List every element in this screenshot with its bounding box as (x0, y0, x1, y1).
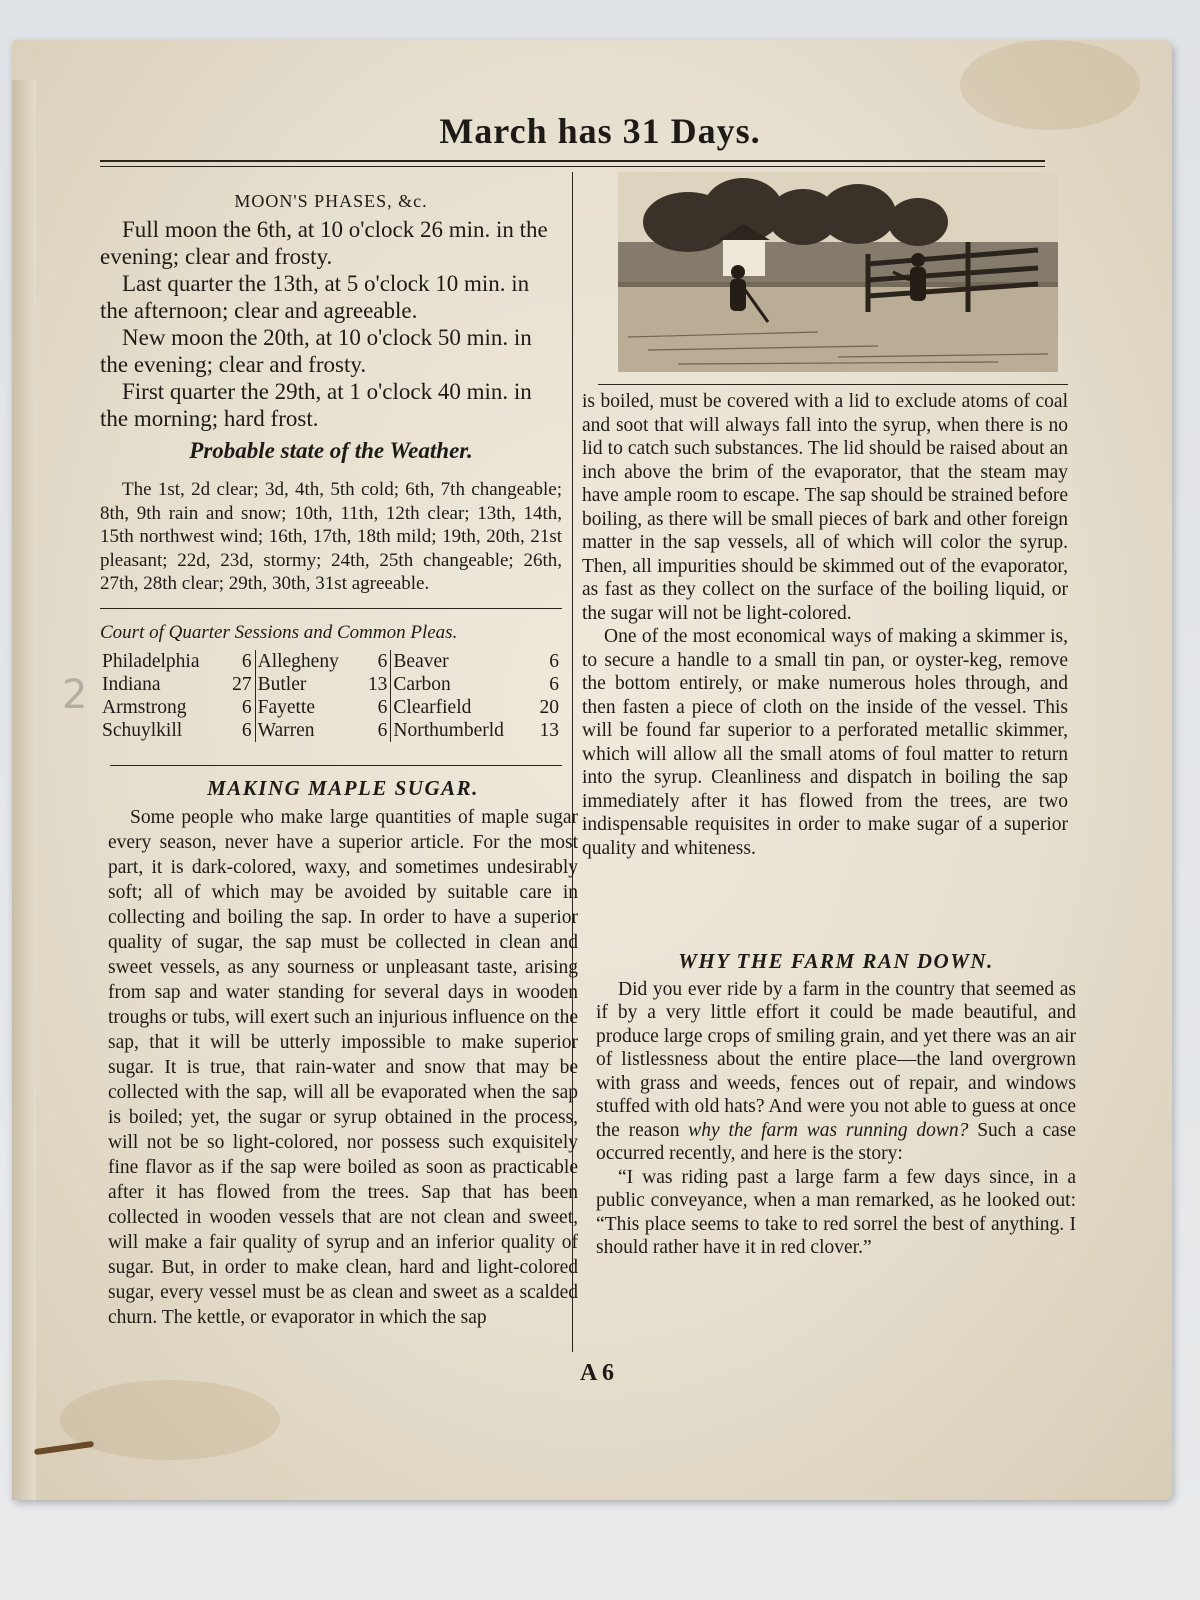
county-name: Fayette (257, 697, 316, 718)
weather-section (100, 478, 562, 596)
county-name: Philadelphia (102, 651, 200, 672)
illustration-rule (598, 384, 1068, 385)
farm-text-italic: why the farm was running down? (688, 1119, 969, 1141)
moon-phase-entry: Last quarter the 13th, at 5 o'clock 10 min. in the afternoon; clear and agreeable. (100, 271, 530, 323)
weather-text: The 1st, 2d clear; 3d, 4th, 5th cold; 6th, 7th changeable; 8th, 9th rain and snow; 10th, 11th, 12th clear; 13th, 14th, 15th northwest wind; 16th, 17th, 18th mild; 19th, 20th, 21st pleasant; 22d, 23d, stormy; 24th, 25th changeable; 26th, 27th, 28th clear; 29th, 30th, 31st agreeable. (100, 479, 562, 594)
moon-phase-entry: Full moon the 6th, at 10 o'clock 26 min. in the evening; clear and frosty. (100, 217, 548, 269)
paper-stain (60, 1380, 280, 1460)
court-day: 20 (539, 697, 559, 718)
maple-sugar-text: is boiled, must be covered with a lid to exclude atoms of coal and soot that will always fall into the syrup, when there is no lid to catch such substances. The lid should be raised about an inch above the brim of the evaporator, that the steam may have ample room to escape. The sap should be strained before boiling, as there will be small pieces of bark and other foreign matter in the sap vessels, all of which will color the syrup. Then, all impurities should be skimmed out of the evaporator, as fast as they collect on the surface of the boiling liquid, or the sugar will not be light-colored. (582, 391, 1068, 624)
moon-phases-heading: MOON'S PHASES, &c. (234, 191, 428, 211)
table-row (100, 650, 562, 673)
page-edge (12, 80, 36, 1500)
moon-phase-entry: First quarter the 29th, at 1 o'clock 40 min. in the morning; hard frost. (100, 379, 532, 431)
court-day: 6 (360, 719, 391, 742)
county-name: Northumberld (393, 720, 504, 741)
signature-mark: A 6 (580, 1360, 615, 1386)
court-section (100, 612, 562, 742)
court-day: 13 (539, 720, 559, 741)
county-name: Clearfield (393, 697, 472, 718)
farm-section (596, 944, 1076, 1260)
maple-sugar-continued (582, 390, 1068, 860)
county-name: Butler (257, 674, 307, 695)
court-day: 6 (549, 674, 559, 695)
county-name: Armstrong (102, 697, 187, 718)
county-name: Warren (257, 720, 315, 741)
county-name: Allegheny (257, 651, 339, 672)
weather-heading: Probable state of the Weather. (189, 438, 473, 463)
court-day: 6 (360, 696, 391, 719)
court-day: 6 (549, 651, 559, 672)
court-day: 6 (224, 719, 255, 742)
maple-sugar-heading: MAKING MAPLE SUGAR. (207, 776, 479, 800)
farm-illustration (618, 172, 1058, 372)
court-day: 6 (224, 650, 255, 673)
title-rule (100, 160, 1045, 162)
page-title: March has 31 Days. (439, 111, 761, 151)
farm-text-part: Such a case occurred recently, and here is the story: (596, 1119, 1076, 1164)
table-row (100, 696, 562, 719)
county-name: Indiana (102, 674, 161, 695)
table-row (100, 719, 562, 742)
court-table (100, 650, 562, 742)
county-name: Schuylkill (102, 720, 183, 741)
county-name: Carbon (393, 674, 451, 695)
title-rule-thin (100, 166, 1045, 167)
table-row (100, 673, 562, 696)
moon-phases-section (100, 188, 562, 468)
court-day: 6 (224, 696, 255, 719)
section-rule (110, 765, 562, 766)
farm-text (596, 978, 1076, 1166)
maple-sugar-text: Some people who make large quantities of maple sugar every season, never have a superior article. For the most part, it is dark-colored, waxy, and sometimes undesirably soft; all of which may be avoided by suitable care in collecting and boiling the sap. In order to have a superior quality of sugar, the sap must be collected in clean and sweet vessels, as any sourness or unpleasant taste, arising from sap and water standing for several days in wooden troughs or tubs, will exert such an injurious influence on the sap, that it will be utterly impossible to make superior sugar. It is true, that rain-water and snow that may be collected with the sap, will all be evaporated when the sap is boiled; yet, the sugar or syrup obtained in the process, will not be so light-colored, nor possess such exquisitely fine flavor as if the sap were boiled as soon as practicable after it has flowed from the trees. Sap that has been collected in wooden vessels that are not clean and sweet, will make a fair quality of syrup and an inferior quality of sugar. But, in order to make clean, hard and light-colored sugar, every vessel must be as clean and sweet as a scalded churn. The kettle, or evaporator in which the sap (108, 807, 578, 1328)
section-rule (100, 608, 562, 609)
maple-sugar-text: One of the most economical ways of making a skimmer is, to secure a handle to a small tin pan, or oyster-keg, remove the bottom entirely, or make numerous holes through, and then fasten a piece of cloth on the inside of the vessel. This will be found far superior to a perforated metallic skimmer, which will allow all the small atoms of foul matter to return into the syrup. Cleanliness and dispatch in boiling the sap immediately after it has flowed from the trees, are two indispensable requisites in order to make sugar of a superior quality and whiteness. (582, 626, 1068, 859)
court-day: 6 (360, 650, 391, 673)
farm-text-part: Did you ever ride by a farm in the country that seemed as if by a very little effort it could be made beautiful, and produce large crops of smiling grain, and yet there was an air of listlessness about the entire place—the land overgrown with grass and weeds, fences out of repair, and windows stuffed with old hats? And were you not able to guess at once the reason (596, 978, 1076, 1141)
court-day: 13 (360, 673, 391, 696)
court-heading: Court of Quarter Sessions and Common Pleas. (100, 622, 458, 643)
moon-phase-entry: New moon the 20th, at 10 o'clock 50 min. in the evening; clear and frosty. (100, 325, 532, 377)
farm-quote: “I was riding past a large farm a few days since, in a public conveyance, when a man remarked, as he looked out: “This place seems to take to red sorrel the best of anything. I should rather have it in red clover.” (596, 1166, 1076, 1258)
maple-sugar-section (108, 770, 578, 1330)
farm-heading: WHY THE FARM RAN DOWN. (678, 949, 994, 973)
court-day: 27 (224, 673, 255, 696)
county-name: Beaver (393, 651, 449, 672)
pencil-mark: 2 (62, 672, 88, 718)
